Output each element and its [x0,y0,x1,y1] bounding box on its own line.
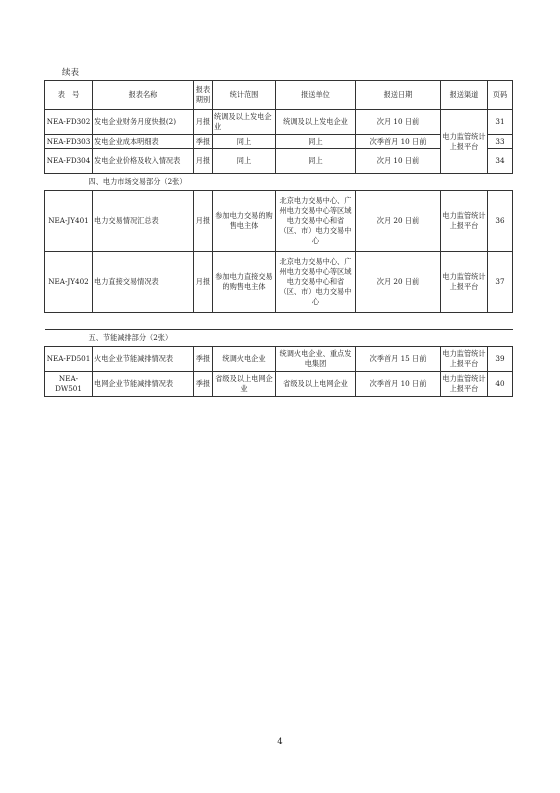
cell-page: 37 [488,252,513,313]
table-row [45,191,513,252]
cell-scope: 统调火电企业 [213,347,276,372]
cell-scope: 省级及以上电网企业 [213,372,276,397]
cell-unit: 统调及以上发电企业 [276,110,356,135]
cell-name: 电力直接交易情况表 [93,252,194,313]
header-date: 报送日期 [356,81,441,110]
table-header-row [45,81,513,110]
header-code: 表 号 [45,81,93,110]
header-unit: 报送单位 [276,81,356,110]
header-period: 报表期别 [194,81,213,110]
cell-code: NEA-FD304 [45,149,93,174]
cell-unit: 北京电力交易中心、广州电力交易中心等区域电力交易中心和省（区、市）电力交易中心 [276,252,356,313]
cell-code: NEA-FD302 [45,110,93,135]
cell-date: 次季首月 10 日前 [356,135,441,149]
header-page: 页码 [488,81,513,110]
continued-label: 续表 [62,68,80,78]
cell-unit: 同上 [276,149,356,174]
cell-scope: 同上 [213,149,276,174]
cell-date: 次季首月 10 日前 [356,372,441,397]
spacer-row [45,313,513,330]
cell-scope: 同上 [213,135,276,149]
cell-code: NEA-JY402 [45,252,93,313]
cell-channel: 电力监管统计上报平台 [441,347,488,372]
cell-code: NEA-DW501 [45,372,93,397]
spacer-cell [45,313,513,330]
cell-channel: 电力监管统计上报平台 [441,372,488,397]
cell-date: 次月 20 日前 [356,191,441,252]
cell-page: 31 [488,110,513,135]
cell-page: 34 [488,149,513,174]
cell-page: 39 [488,347,513,372]
cell-name: 火电企业节能减排情况表 [93,347,194,372]
cell-code: NEA-FD303 [45,135,93,149]
cell-channel: 电力监管统计上报平台 [441,252,488,313]
cell-unit: 北京电力交易中心、广州电力交易中心等区域电力交易中心和省（区、市）电力交易中心 [276,191,356,252]
header-name: 报表名称 [93,81,194,110]
cell-name: 发电企业财务月度快报(2) [93,110,194,135]
cell-unit: 同上 [276,135,356,149]
cell-code: NEA-JY401 [45,191,93,252]
cell-date: 次月 20 日前 [356,252,441,313]
section-heading-row [45,174,513,191]
cell-scope: 统调及以上发电企业 [213,110,276,135]
table-row [45,372,513,397]
cell-unit: 统调火电企业、重点发电集团 [276,347,356,372]
table-row [45,110,513,135]
section-heading-row [45,330,513,347]
cell-period: 月报 [194,191,213,252]
table-row [45,252,513,313]
cell-date: 次季首月 15 日前 [356,347,441,372]
section-heading: 四、电力市场交易部分（2张） [45,174,513,191]
cell-period: 月报 [194,149,213,174]
cell-scope: 参加电力直接交易的购售电主体 [213,252,276,313]
cell-date: 次月 10 日前 [356,149,441,174]
cell-date: 次月 10 日前 [356,110,441,135]
cell-name: 发电企业成本明细表 [93,135,194,149]
cell-name: 电力交易情况汇总表 [93,191,194,252]
cell-period: 季报 [194,347,213,372]
cell-page: 36 [488,191,513,252]
cell-period: 季报 [194,135,213,149]
cell-period: 季报 [194,372,213,397]
cell-code: NEA-FD501 [45,347,93,372]
page-number: 4 [277,737,283,747]
header-scope: 统计范围 [213,81,276,110]
cell-channel: 电力监管统计上报平台 [441,110,488,174]
cell-page: 40 [488,372,513,397]
cell-scope: 参加电力交易的购售电主体 [213,191,276,252]
header-channel: 报送渠道 [441,81,488,110]
report-table [44,80,513,397]
table-row [45,347,513,372]
cell-period: 月报 [194,252,213,313]
cell-unit: 省级及以上电网企业 [276,372,356,397]
section-heading: 五、节能减排部分（2张） [45,330,513,347]
cell-page: 33 [488,135,513,149]
cell-name: 发电企业价格及收入情况表 [93,149,194,174]
cell-name: 电网企业节能减排情况表 [93,372,194,397]
cell-period: 月报 [194,110,213,135]
cell-channel: 电力监管统计上报平台 [441,191,488,252]
